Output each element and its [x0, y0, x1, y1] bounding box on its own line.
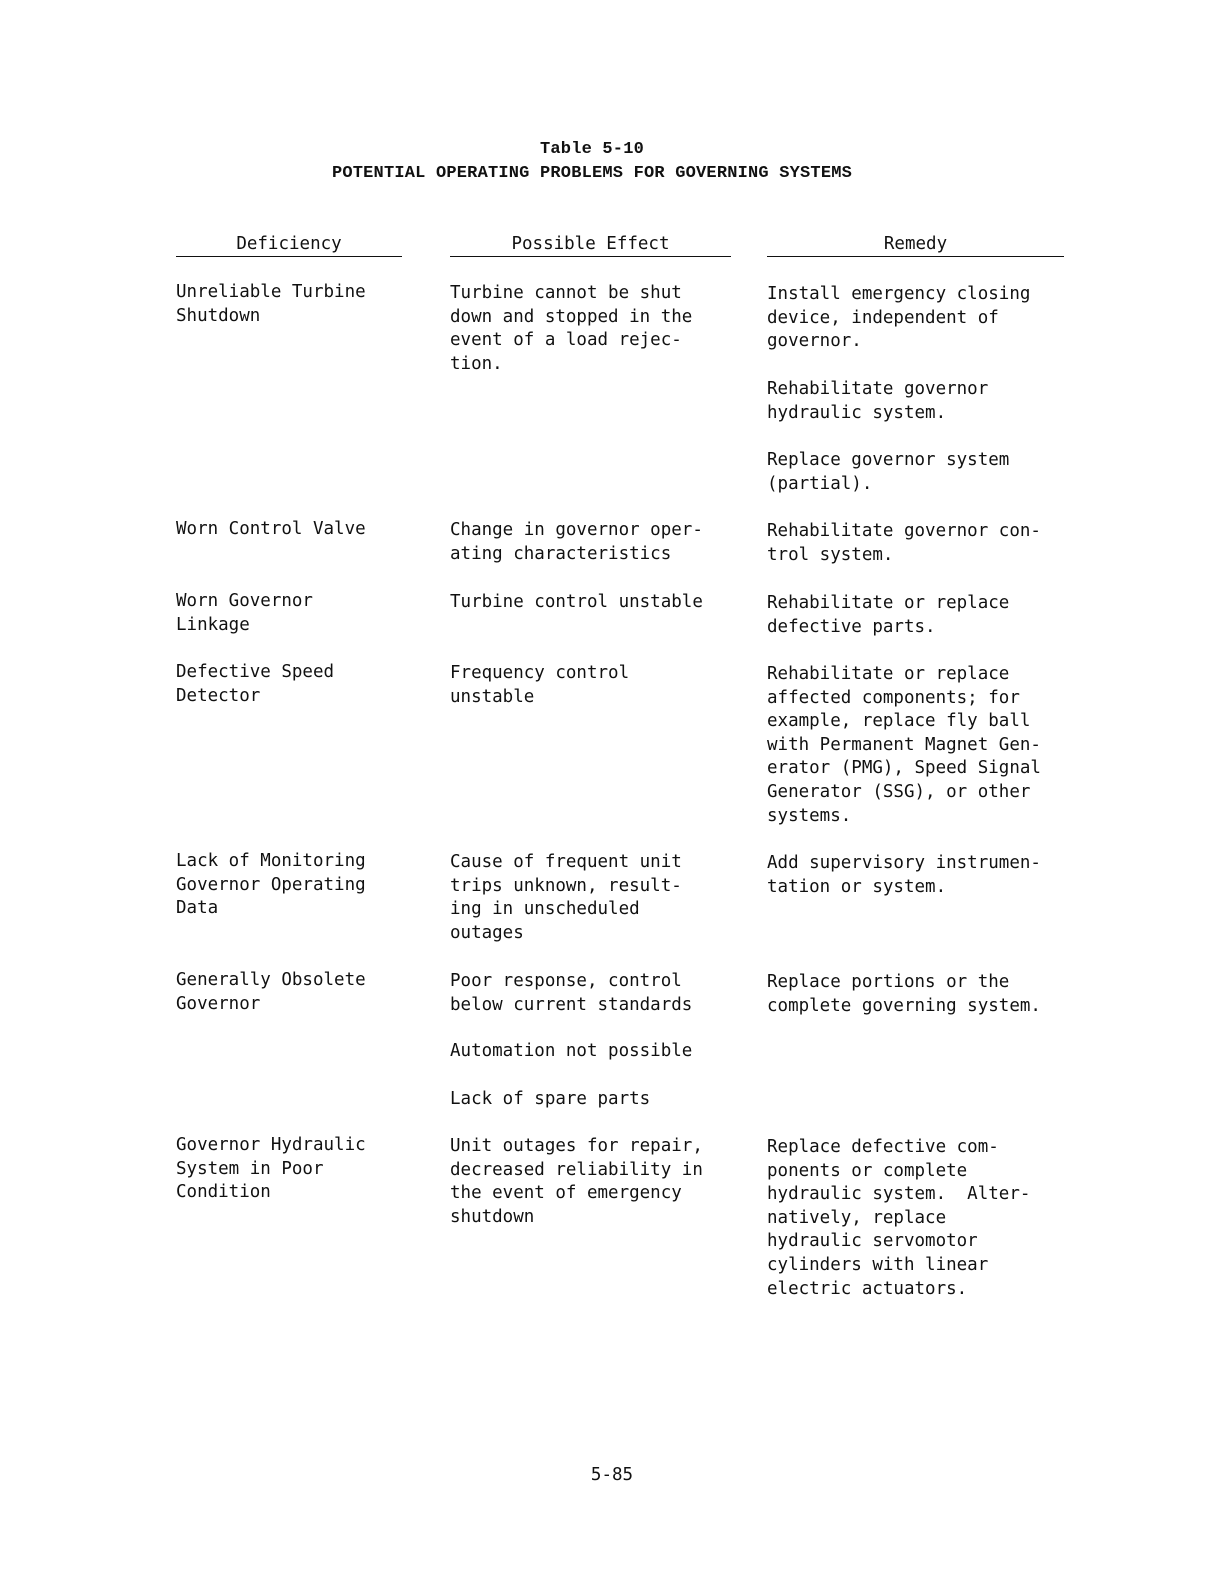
header-deficiency: Deficiency [176, 232, 402, 257]
effect-cell: Frequency control unstable [450, 663, 630, 707]
page-number: 5-85 [590, 1465, 634, 1485]
header-possible-effect: Possible Effect [450, 232, 731, 257]
effect-cell: Poor response, control below current standards [450, 971, 693, 1015]
remedy-cell: Rehabilitate or replace defective parts. [767, 593, 1010, 637]
remedy-cell: Replace governor system (partial). [767, 450, 1010, 494]
deficiency-cell: Defective Speed Detector [176, 662, 335, 706]
deficiency-cell: Unreliable Turbine Shutdown [176, 282, 366, 326]
table-heading [0, 138, 1184, 186]
deficiency-cell: Governor Hydraulic System in Poor Condition [176, 1135, 366, 1203]
header-remedy: Remedy [767, 232, 1064, 257]
table-label: Table 5-10 [539, 140, 645, 159]
deficiency-cell: Lack of Monitoring Governor Operating Data [176, 851, 366, 919]
deficiency-cell: Generally Obsolete Governor [176, 970, 366, 1014]
effect-cell: Automation not possible [450, 1041, 693, 1061]
effect-cell: Lack of spare parts [450, 1089, 651, 1109]
remedy-cell: Rehabilitate governor con- trol system. [767, 521, 1041, 565]
remedy-cell: Add supervisory instrumen- tation or system. [767, 853, 1041, 897]
effect-cell: Turbine cannot be shut down and stopped in the event of a load rejec- tion. [450, 283, 693, 374]
effect-cell: Turbine control unstable [450, 592, 703, 612]
remedy-cell: Replace defective com- ponents or complete hydraulic system. Alter- natively, replace hydraulic servomotor cylinders with linear electric actuators. [767, 1137, 1031, 1299]
remedy-cell: Install emergency closing device, independent of governor. [767, 284, 1031, 352]
deficiency-cell: Worn Governor Linkage [176, 591, 313, 635]
effect-cell: Change in governor oper- ating characteristics [450, 520, 703, 564]
effect-cell: Unit outages for repair, decreased reliability in the event of emergency shutdown [450, 1136, 703, 1227]
remedy-cell: Replace portions or the complete governing system. [767, 972, 1041, 1016]
remedy-cell: Rehabilitate governor hydraulic system. [767, 379, 989, 423]
effect-cell: Cause of frequent unit trips unknown, result- ing in unscheduled outages [450, 852, 682, 943]
remedy-cell: Rehabilitate or replace affected components; for example, replace fly ball with Permanent Magnet Gen- erator (PMG), Speed Signal Generator (SSG), or other systems. [767, 664, 1041, 826]
deficiency-cell: Worn Control Valve [176, 519, 366, 539]
table-title: POTENTIAL OPERATING PROBLEMS FOR GOVERNING SYSTEMS [331, 164, 853, 183]
